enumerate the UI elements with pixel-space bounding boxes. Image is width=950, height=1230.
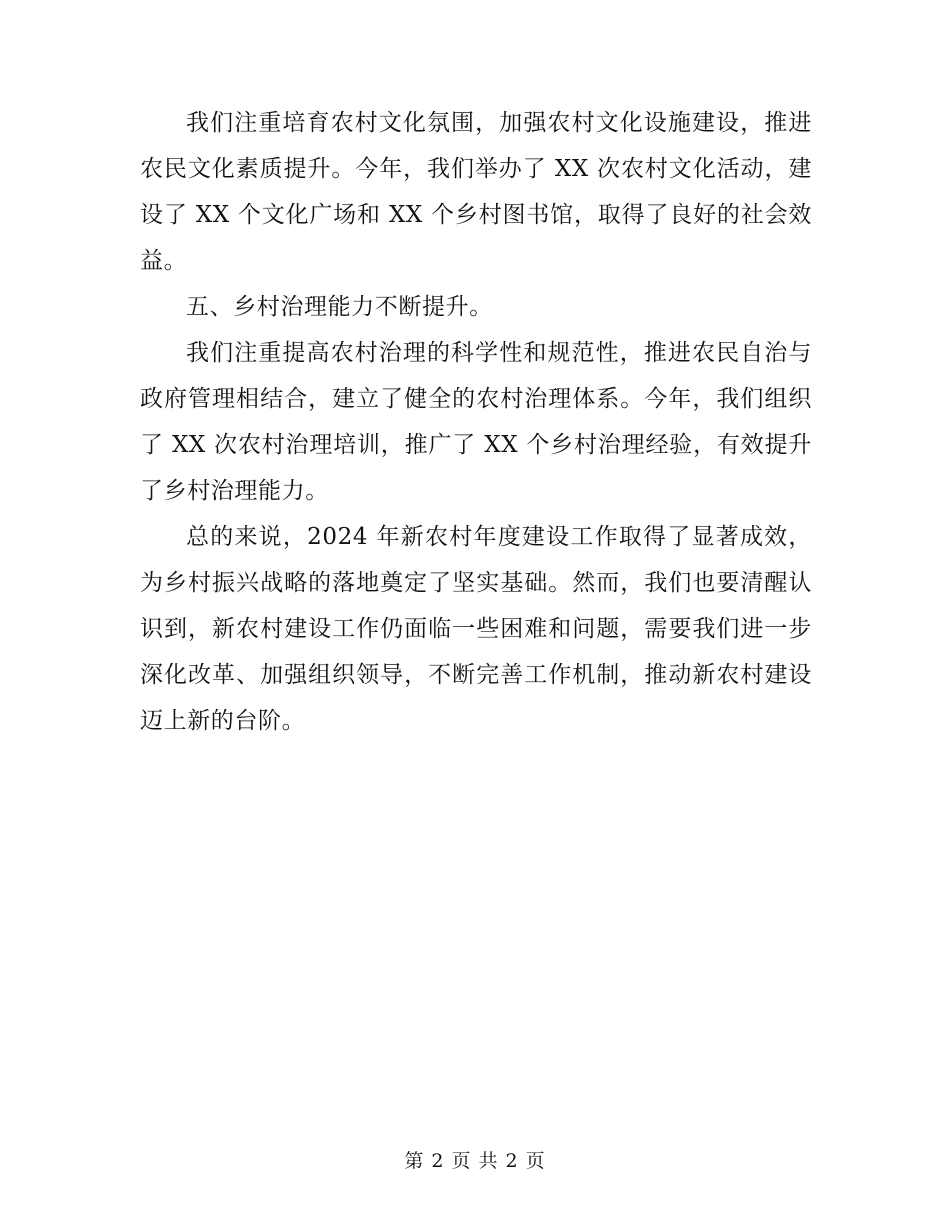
section-heading-governance: 五、乡村治理能力不断提升。 [186, 294, 493, 320]
paragraph-culture: 我们注重培育农村文化氛围，加强农村文化设施建设，推进农民文化素质提升。今年，我们举办了 XX 次农村文化活动，建设了 XX 个文化广场和 XX 个乡村图书馆，取得了良好的社会效益。 [140, 110, 812, 274]
paragraph-governance: 我们注重提高农村治理的科学性和规范性，推进农民自治与政府管理相结合，建立了健全的农村治理体系。今年，我们组织了 XX 次农村治理培训，推广了 XX 个乡村治理经验，有效提升了乡村治理能力。 [140, 340, 812, 504]
paragraph-summary: 总的来说，2024 年新农村年度建设工作取得了显著成效，为乡村振兴战略的落地奠定了坚实基础。然而，我们也要清醒认识到，新农村建设工作仍面临一些困难和问题，需要我们进一步深化改革、加强组织领导，不断完善工作机制，推动新农村建设迈上新的台阶。 [140, 524, 812, 734]
document-body [140, 100, 812, 744]
page-footer: 第 2 页 共 2 页 [404, 1150, 546, 1172]
